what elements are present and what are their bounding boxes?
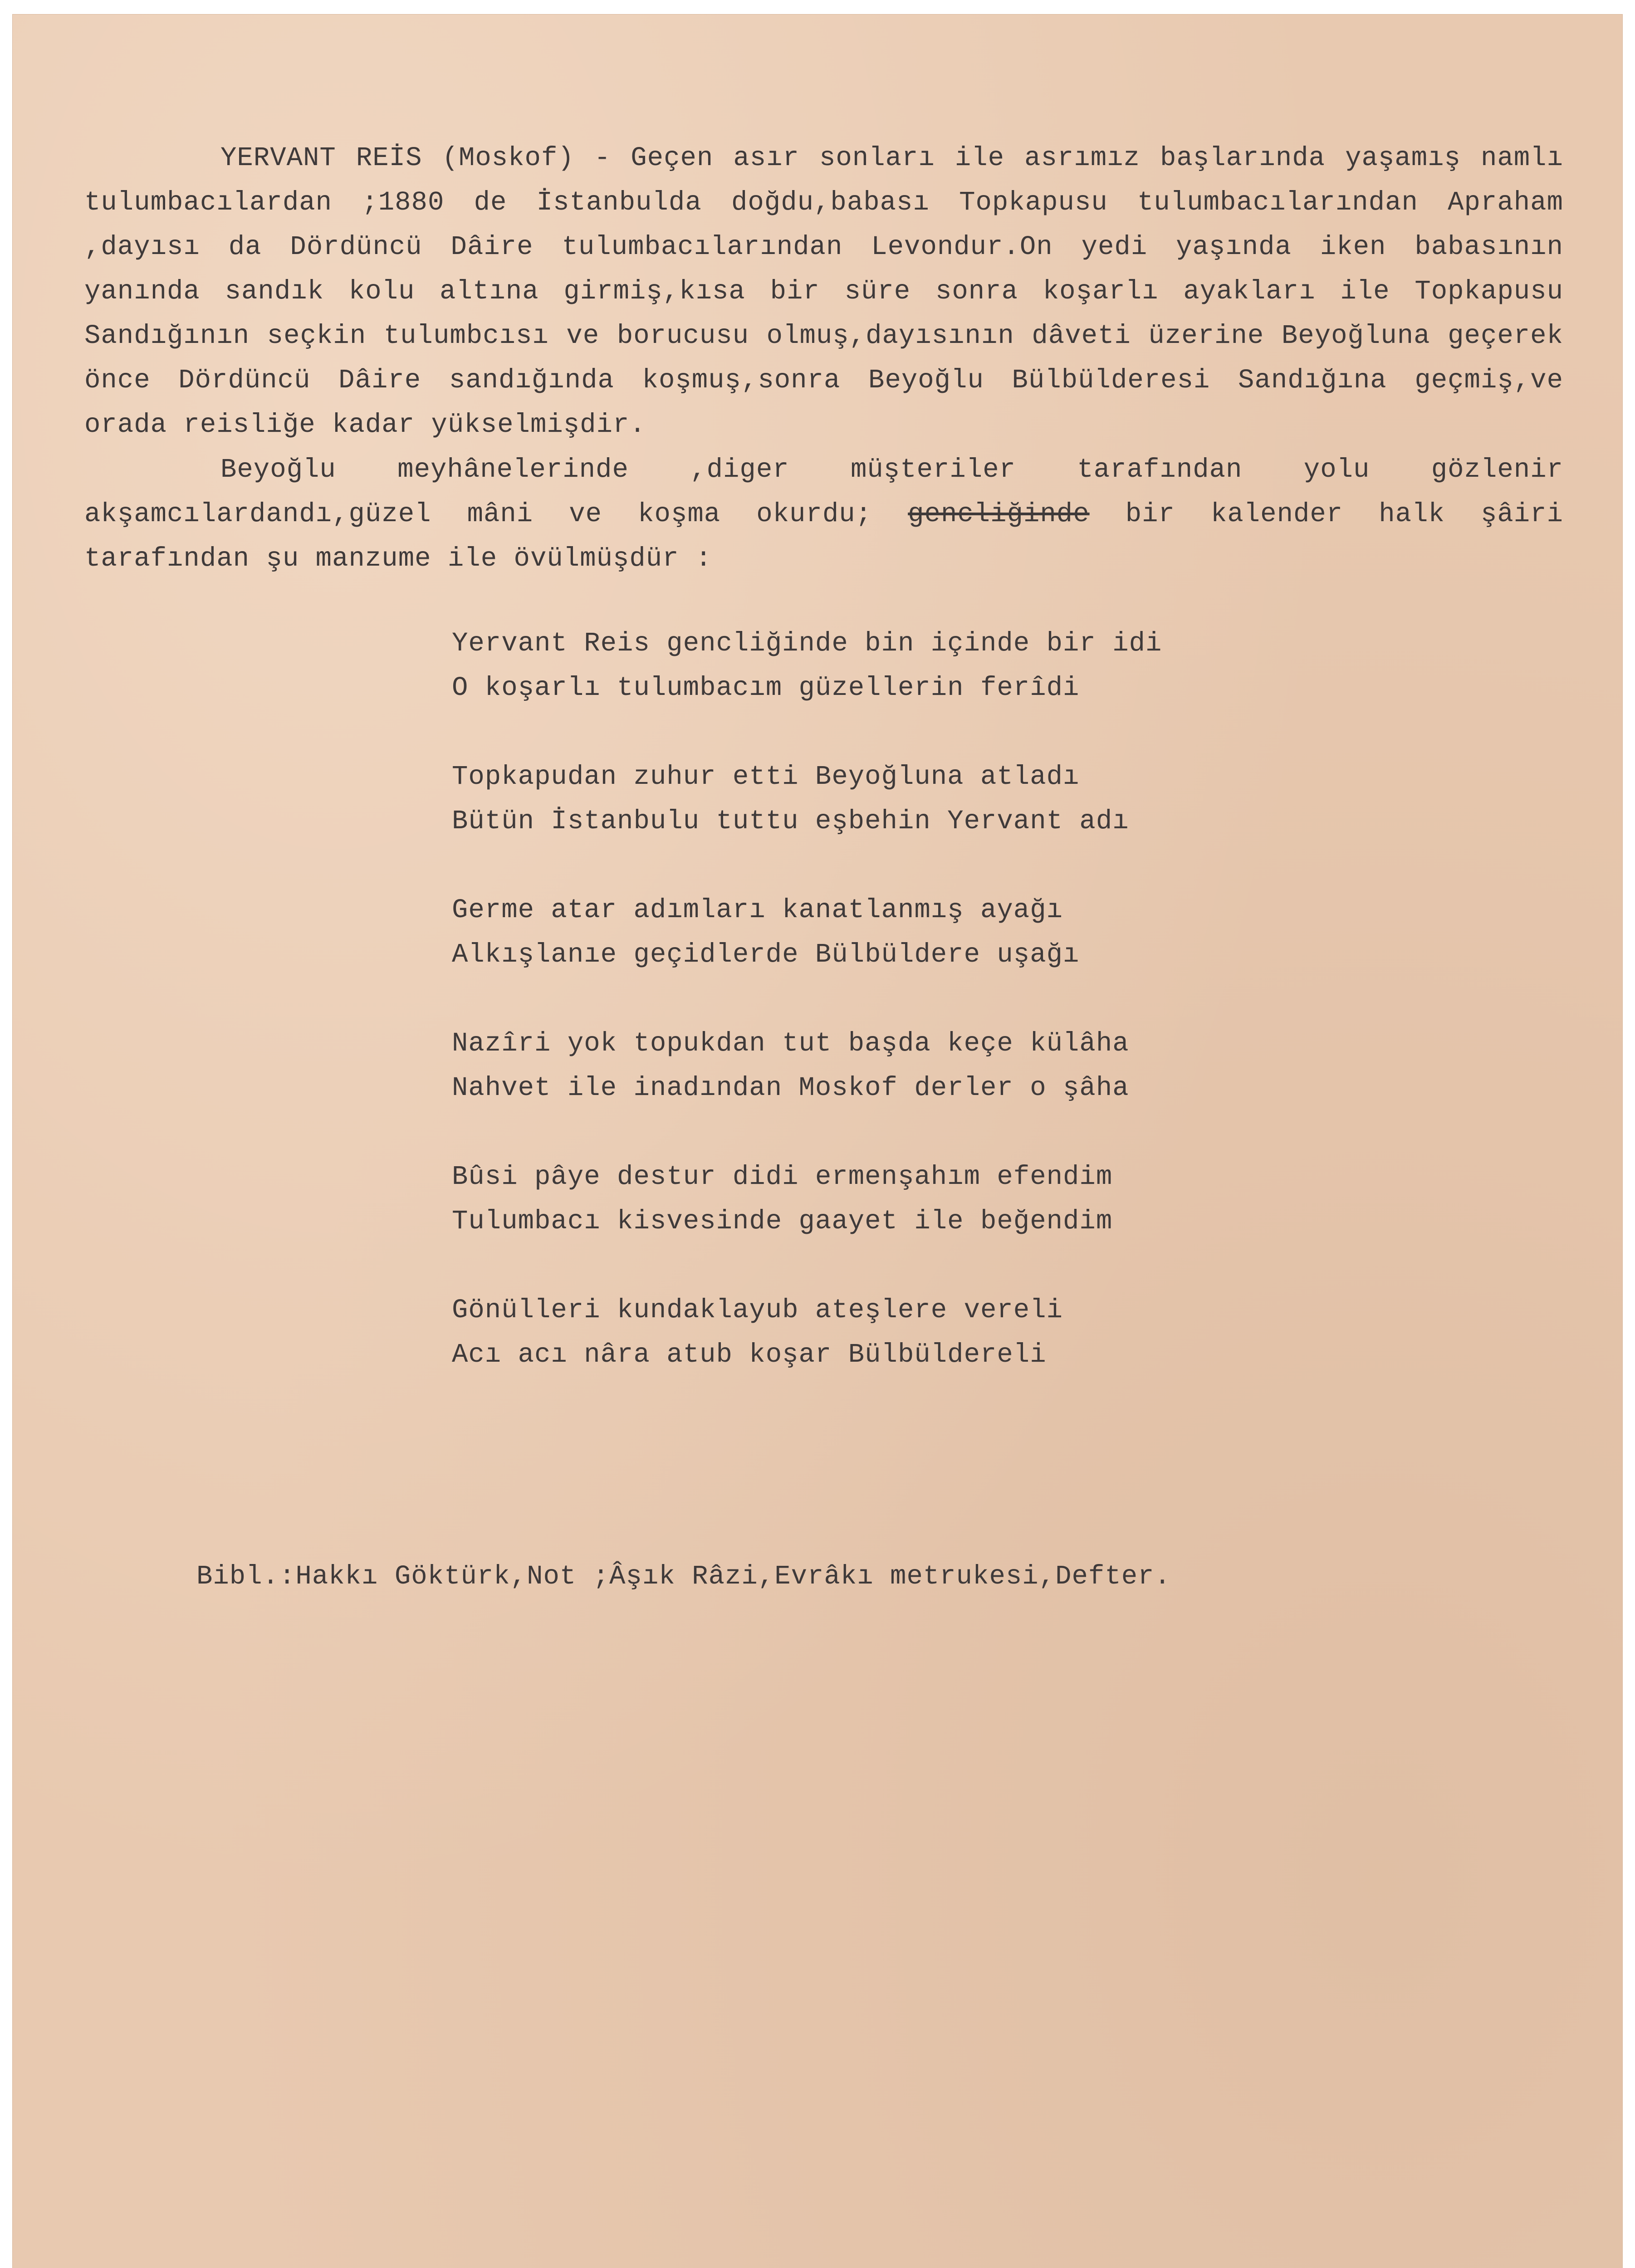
poem-line: Nazîri yok topukdan tut başda keçe külâha bbox=[452, 1028, 1129, 1059]
entry-heading: YERVANT REİS (Moskof) bbox=[220, 143, 574, 173]
bibliography-line: Bibl.:Hakkı Göktürk,Not ;Âşık Râzi,Evrâkı metrukesi,Defter. bbox=[196, 1561, 1171, 1592]
poem-line: Tulumbacı kisvesinde gaayet ile beğendim bbox=[452, 1206, 1113, 1237]
poem-stanza bbox=[452, 1155, 1450, 1244]
biography-text: - Geçen asır sonları ile asrımız başlarında yaşamış namlı tulumbacılardan ;1880 de İstanbulda doğdu,babası Topkapusu tulumbacılarından Apraham ,dayısı da Dördüncü Dâire tulumbacılarından Levondur.On yedi yaşında iken babasının yanında sandık kolu altına girmiş,kısa bir süre sonra koşarlı ayakları ile Topkapusu Sandığının seçkin tulumbcısı ve borucusu olmuş,dayısının dâveti üzerine Beyoğluna geçerek önce Dördüncü Dâire sandığında koşmuş,sonra Beyoğlu Bülbülderesi Sandığına geçmiş,ve orada reisliğe kadar yükselmişdir. bbox=[84, 143, 1580, 440]
poem-line: Bûsi pâye destur didi ermenşahım efendim bbox=[452, 1162, 1113, 1192]
anecdote-text-end: bir kalender halk şâiri tarafından şu manzume ile övülmüşdür : bbox=[84, 499, 1580, 574]
poem-line: Bütün İstanbulu tuttu eşbehin Yervant adı bbox=[452, 806, 1129, 836]
poem-stanza bbox=[452, 1288, 1450, 1377]
poem-stanza bbox=[452, 1022, 1450, 1110]
anecdote-text-start: Beyoğlu meyhânelerinde ,diger müşteriler tarafından yolu gözlenir akşamcılardandı,güzel mâni ve koşma okurdu; bbox=[84, 455, 1580, 529]
poem-line: Acı acı nâra atub koşar Bülbüldereli bbox=[452, 1339, 1047, 1370]
anecdote-paragraph bbox=[84, 448, 1580, 581]
poem-line: Nahvet ile inadından Moskof derler o şâha bbox=[452, 1073, 1129, 1103]
poem-line: Germe atar adımları kanatlanmış ayağı bbox=[452, 895, 1063, 925]
poem-stanza bbox=[452, 755, 1450, 844]
poem-line: Gönülleri kundaklayub ateşlere vereli bbox=[452, 1295, 1063, 1325]
poem bbox=[452, 621, 1450, 1422]
poem-stanza bbox=[452, 888, 1450, 977]
poem-stanza bbox=[452, 621, 1450, 710]
poem-line: O koşarlı tulumbacım güzellerin ferîdi bbox=[452, 673, 1080, 703]
poem-line: Yervant Reis gencliğinde bin içinde bir idi bbox=[452, 628, 1162, 659]
poem-line: Topkapudan zuhur etti Beyoğluna atladı bbox=[452, 762, 1080, 792]
biography-paragraph bbox=[84, 136, 1580, 447]
struck-word: gencliğinde bbox=[908, 499, 1090, 529]
typed-page bbox=[13, 15, 1622, 2268]
poem-line: Alkışlanıe geçidlerde Bülbüldere uşağı bbox=[452, 939, 1080, 970]
